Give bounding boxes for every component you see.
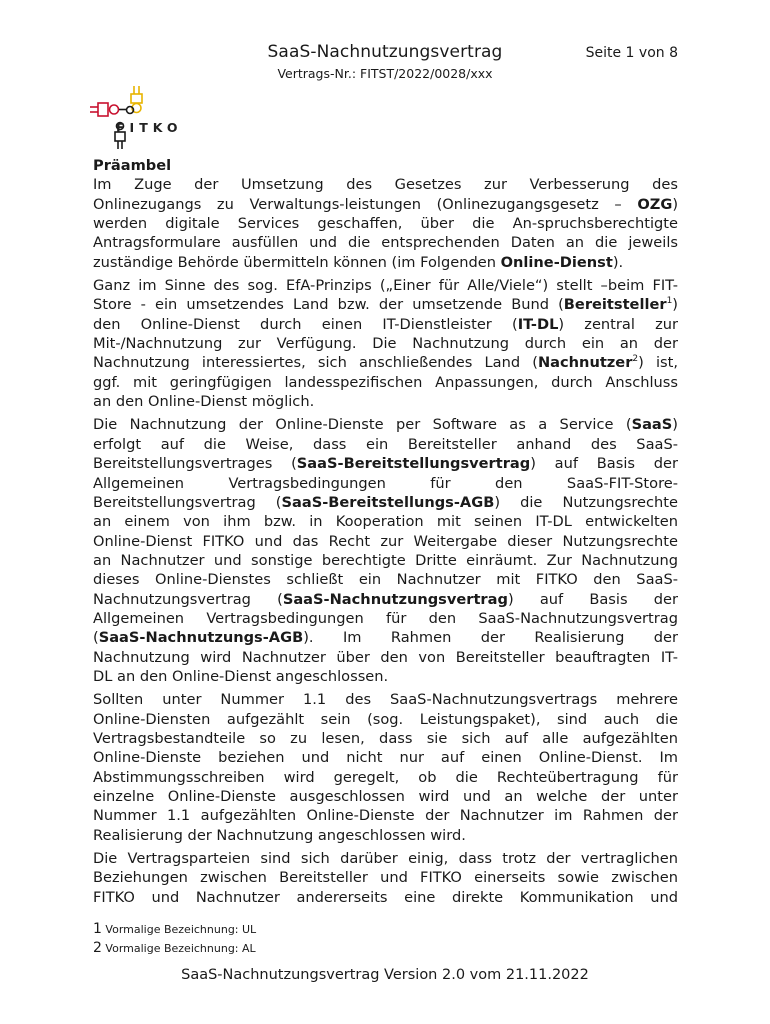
- logo-text: FITKO: [116, 120, 183, 135]
- footnote-ref-2: 2: [632, 354, 639, 365]
- paragraph-1: Im Zuge der Umsetzung des Gesetzes zur Verbesserung des Onlinezugangs zu Verwaltungs-leistungen (Onlinezugangsgesetz – OZG) werden digitale Services geschaffen, über die An-spruchsberechtigte Antragsformulare ausfüllen und die entsprechenden Daten an die jeweils zuständige Behörde übermitteln können (im Folgenden Online-Dienst).: [93, 176, 679, 271]
- footnote-ref-1: 1: [666, 296, 673, 307]
- footnote-2: 2 Vormalige Bezeichnung: AL: [93, 940, 256, 956]
- page-number: Seite 1 von 8: [585, 45, 678, 61]
- fitko-logo-icon: [90, 86, 200, 150]
- footnotes: [93, 920, 678, 958]
- page-footer: SaaS-Nachnutzungsvertrag Version 2.0 vom 21.11.2022: [181, 967, 589, 983]
- document-title: SaaS-Nachnutzungsvertrag: [267, 42, 503, 62]
- paragraph-2: Ganz im Sinne des sog. EfA-Prinzips („Einer für Alle/Viele“) stellt –beim FIT- Store - ein umsetzendes Land bzw. der umsetzende Bund (Bereitsteller$^1$) den Online-Dienst durch einen IT-Dienstleister (IT-DL) zentral zur Mit-/Nachnutzung zur Verfügung. Die Nachnutzung durch ein an der Nachnutzung interessiertes, sich anschließendes Land (Nachnutzer$^2$) ist, ggf. mit geringfügigen landesspezifischen Anpassungen, durch Anschluss an den Online-Dienst möglich.: [93, 277, 678, 411]
- paragraph-4: Sollten unter Nummer 1.1 des SaaS-Nachnutzungsvertrags mehrere Online-Diensten aufgezählt sein (sog. Leistungspaket), sind auch die Vertragsbestandteile so zu lesen, dass sie sich auf alle aufgezählten Online-Dienste beziehen und nicht nur auf einen Online-Dienst. Im Abstimmungsschreiben wird geregelt, ob die Rechteübertragung für einzelne Online-Dienste ausgeschlossen wird und an welche der unter Nummer 1.1 aufgezählten Online-Dienste der Nachnutzer im Rahmen der Realisierung der Nachnutzung angeschlossen wird.: [93, 691, 678, 844]
- preamble-heading: Präambel: [93, 157, 172, 174]
- paragraph-3: Die Nachnutzung der Online-Dienste per Software as a Service (SaaS) erfolgt auf die Weise, dass ein Bereitsteller anhand des SaaS- Bereitstellungsvertrages (SaaS-Bereitstellungsvertrag) auf Basis der Allgemeinen Vertragsbedingungen für den SaaS-FIT-Store- Bereitstellungsvertrag (SaaS-Bereitstellungs-AGB) die Nutzungsrechte an einem von ihm bzw. in Kooperation mit seinen IT-DL entwickelten Online-Dienst FITKO und das Recht zur Weitergabe dieser Nutzungsrechte an Nachnutzer und sonstige berechtigte Dritte einräumt. Zur Nachnutzung dieses Online-Dienstes schließt ein Nachnutzer mit FITKO den SaaS- Nachnutzungsvertrag (SaaS-Nachnutzungsvertrag) auf Basis der Allgemeinen Vertragsbedingungen für den SaaS-Nachnutzungsvertrag (SaaS-Nachnutzungs-AGB). Im Rahmen der Realisierung der Nachnutzung wird Nachnutzer über den von Bereitsteller beauftragten IT- DL an den Online-Dienst angeschlossen.: [93, 416, 678, 685]
- contract-number: Vertrags-Nr.: FITST/2022/0028/xxx: [277, 66, 493, 81]
- preamble-section: [93, 156, 678, 911]
- paragraph-5: Die Vertragsparteien sind sich darüber einig, dass trotz der vertraglichen Beziehungen zwischen Bereitsteller und FITKO einerseits sowie zwischen FITKO und Nachnutzer andererseits eine direkte Kommunikation und: [93, 850, 678, 906]
- footnote-1: 1 Vormalige Bezeichnung: UL: [93, 921, 257, 937]
